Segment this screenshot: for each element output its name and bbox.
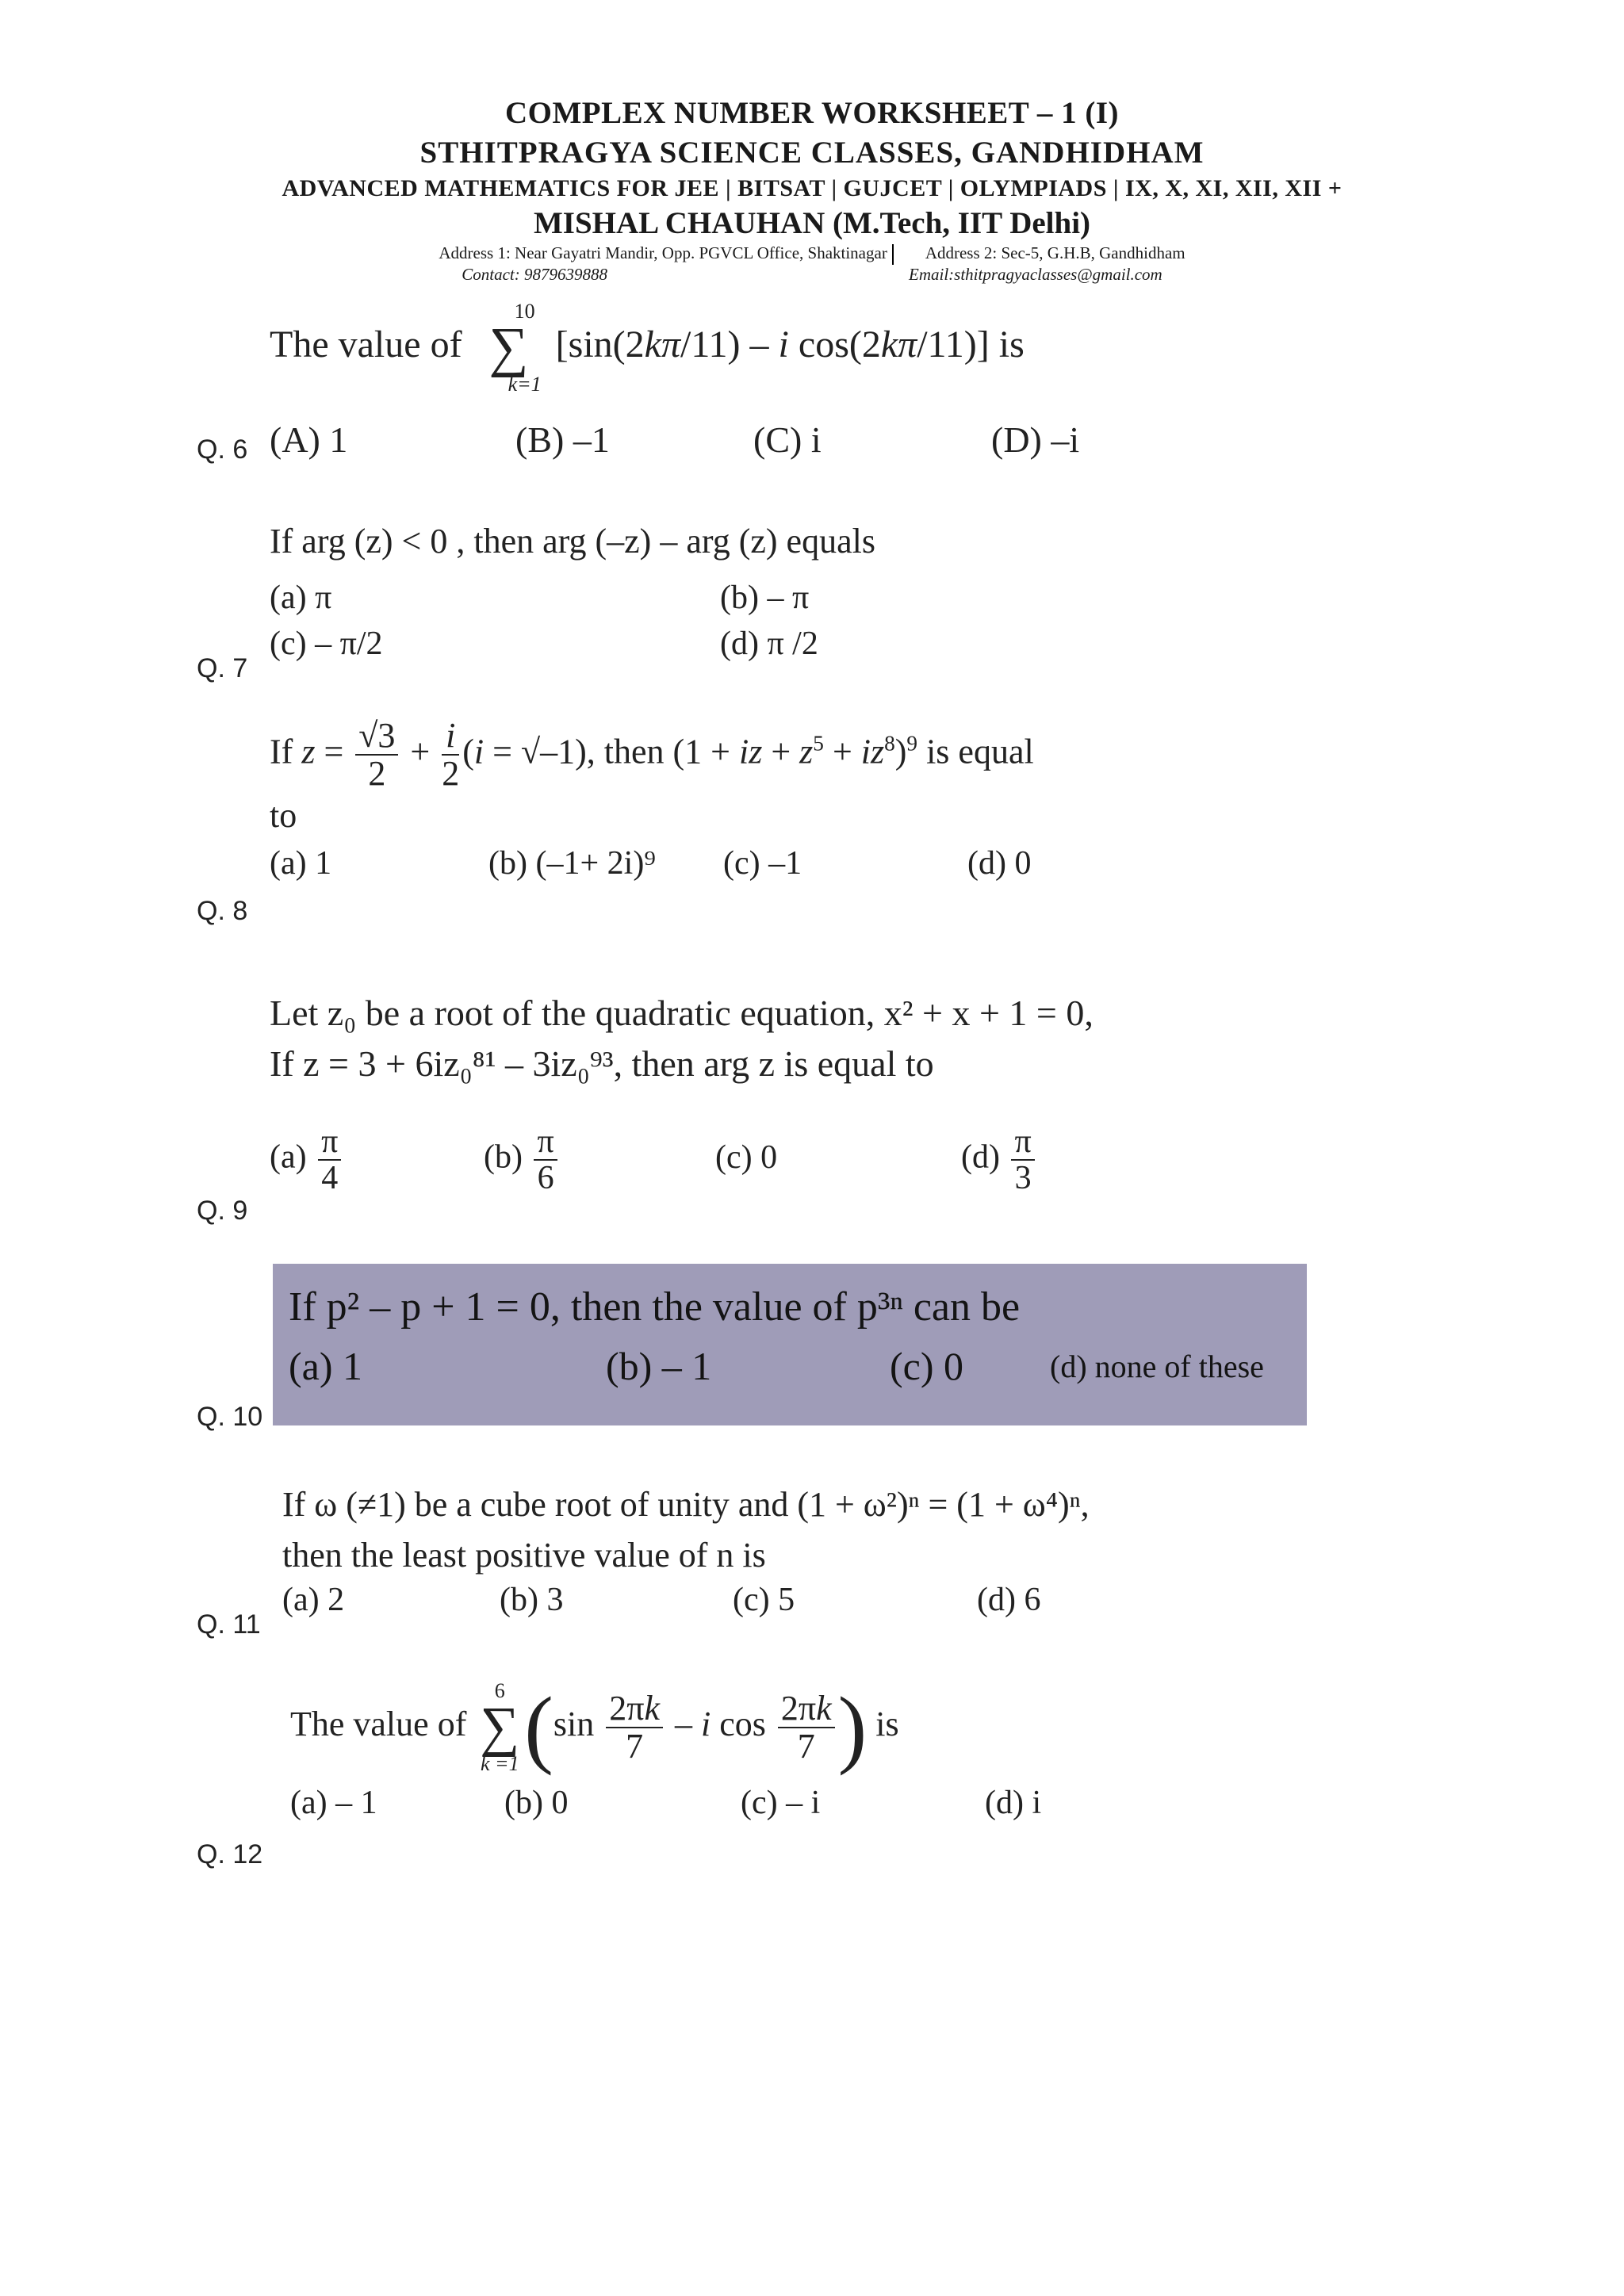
question-11-line-1: If ω (≠1) be a cube root of unity and (1 + ω²)ⁿ = (1 + ω⁴)ⁿ, xyxy=(282,1485,1090,1524)
option-a: (a) 1 xyxy=(289,1344,362,1388)
question-12-stem: The value of 6 ∑ k =1 (sin $\frac{2\pi k}{7}$ – i cos $\frac{2\pi k}{7}$ ) is xyxy=(290,1679,899,1776)
option-c: (c) – π/2 xyxy=(270,626,383,662)
option-a: (a) – 1 xyxy=(290,1785,377,1821)
question-9-number: Q. 9 xyxy=(197,1196,248,1226)
question-6 xyxy=(270,300,1364,460)
question-6-stem: The value of 10 ∑ k=1 [sin(2kπ/11) – i cos(2kπ/11)] is xyxy=(270,300,1025,396)
address-1: Address 1: Near Gayatri Mandir, Opp. PGVCL Office, Shaktinagar xyxy=(439,243,887,262)
question-10-stem: If p² – p + 1 = 0, then the value of p³ⁿ can be xyxy=(289,1284,1021,1330)
option-d: (d) none of these xyxy=(1050,1349,1264,1384)
question-11-line-2: then the least positive value of n is xyxy=(282,1536,766,1575)
option-c: (c) 0 xyxy=(890,1344,963,1388)
option-d: (d) 6 xyxy=(977,1582,1041,1618)
question-7 xyxy=(270,515,1364,662)
option-c: (c) –1 xyxy=(723,845,802,882)
worksheet-title: COMPLEX NUMBER WORKSHEET – 1 (I) xyxy=(504,96,1120,130)
question-9-line-1: Let z₀ be a root of the quadratic equation, x² + x + 1 = 0, xyxy=(270,993,1094,1033)
institute-name: STHITPRAGYA SCIENCE CLASSES, GANDHIDHAM xyxy=(419,136,1205,170)
option-b: (b) 0 xyxy=(504,1785,569,1821)
option-b: (b) – 1 xyxy=(606,1344,712,1388)
option-b: (B) –1 xyxy=(515,419,610,460)
option-d: (d) 0 xyxy=(967,845,1032,882)
option-d: (d) π /2 xyxy=(720,626,818,662)
question-8-stem: If z = $\frac{√3}{2}$ + $\frac{i}{2}$ (i = √–1), then (1 + iz + $z^5 + iz^8)^9$ is equal to xyxy=(270,716,1034,836)
question-9-line-2: If z = 3 + 6iz₀⁸¹ – 3iz₀⁹³, then arg z is equal to xyxy=(270,1043,934,1084)
question-12-number: Q. 12 xyxy=(197,1839,263,1869)
worksheet-header xyxy=(0,94,1624,284)
option-b: (b) – π xyxy=(720,580,810,616)
question-9 xyxy=(270,988,1364,1197)
question-11-number: Q. 11 xyxy=(197,1609,261,1640)
option-d: (d) $\frac{\pi}{3}$ xyxy=(961,1124,1038,1196)
summation-symbol: 6 ∑ k =1 xyxy=(480,1679,520,1775)
option-c: (C) i xyxy=(753,419,822,460)
address-line xyxy=(0,243,1624,265)
option-c: (c) – i xyxy=(741,1785,821,1821)
question-8-number: Q. 8 xyxy=(197,896,248,926)
option-b: (b) $\frac{\pi}{6}$ xyxy=(484,1124,561,1196)
option-a: (A) 1 xyxy=(270,419,348,460)
question-7-number: Q. 7 xyxy=(197,653,248,683)
subjects-line: ADVANCED MATHEMATICS FOR JEE | BITSAT | GUJCET | OLYMPIADS | IX, X, XI, XII, XII + xyxy=(282,175,1342,201)
question-6-number: Q. 6 xyxy=(197,434,248,465)
contact-email: Email:sthitpragyaclasses@gmail.com xyxy=(909,265,1162,285)
question-7-stem: If arg (z) < 0 , then arg (–z) – arg (z) equals xyxy=(270,522,875,561)
option-b: (b) (–1+ 2i)⁹ xyxy=(488,845,656,882)
option-d: (d) i xyxy=(985,1785,1042,1821)
address-divider xyxy=(892,244,894,265)
option-c: (c) 0 xyxy=(715,1139,778,1176)
contact-phone: Contact: 9879639888 xyxy=(462,265,608,285)
question-10-number: Q. 10 xyxy=(197,1402,263,1432)
question-9-stem xyxy=(270,988,1364,1089)
option-d: (D) –i xyxy=(991,419,1080,460)
address-2: Address 2: Sec-5, G.H.B, Gandhidham xyxy=(925,243,1185,262)
question-8 xyxy=(270,716,1364,882)
option-a: (a) 2 xyxy=(282,1582,345,1618)
contact-line xyxy=(0,265,1624,284)
option-b: (b) 3 xyxy=(500,1582,564,1618)
question-11 xyxy=(282,1479,1377,1618)
option-a: (a) $\frac{\pi}{4}$ xyxy=(270,1124,344,1196)
option-a: (a) π xyxy=(270,580,332,616)
option-a: (a) 1 xyxy=(270,845,332,882)
question-12 xyxy=(290,1679,1385,1821)
summation-symbol: 10 ∑ k=1 xyxy=(488,300,542,396)
question-10 xyxy=(273,1264,1307,1425)
option-c: (c) 5 xyxy=(733,1582,795,1618)
question-11-stem xyxy=(282,1479,1377,1581)
teacher-name: MISHAL CHAUHAN (M.Tech, IIT Delhi) xyxy=(533,206,1091,240)
